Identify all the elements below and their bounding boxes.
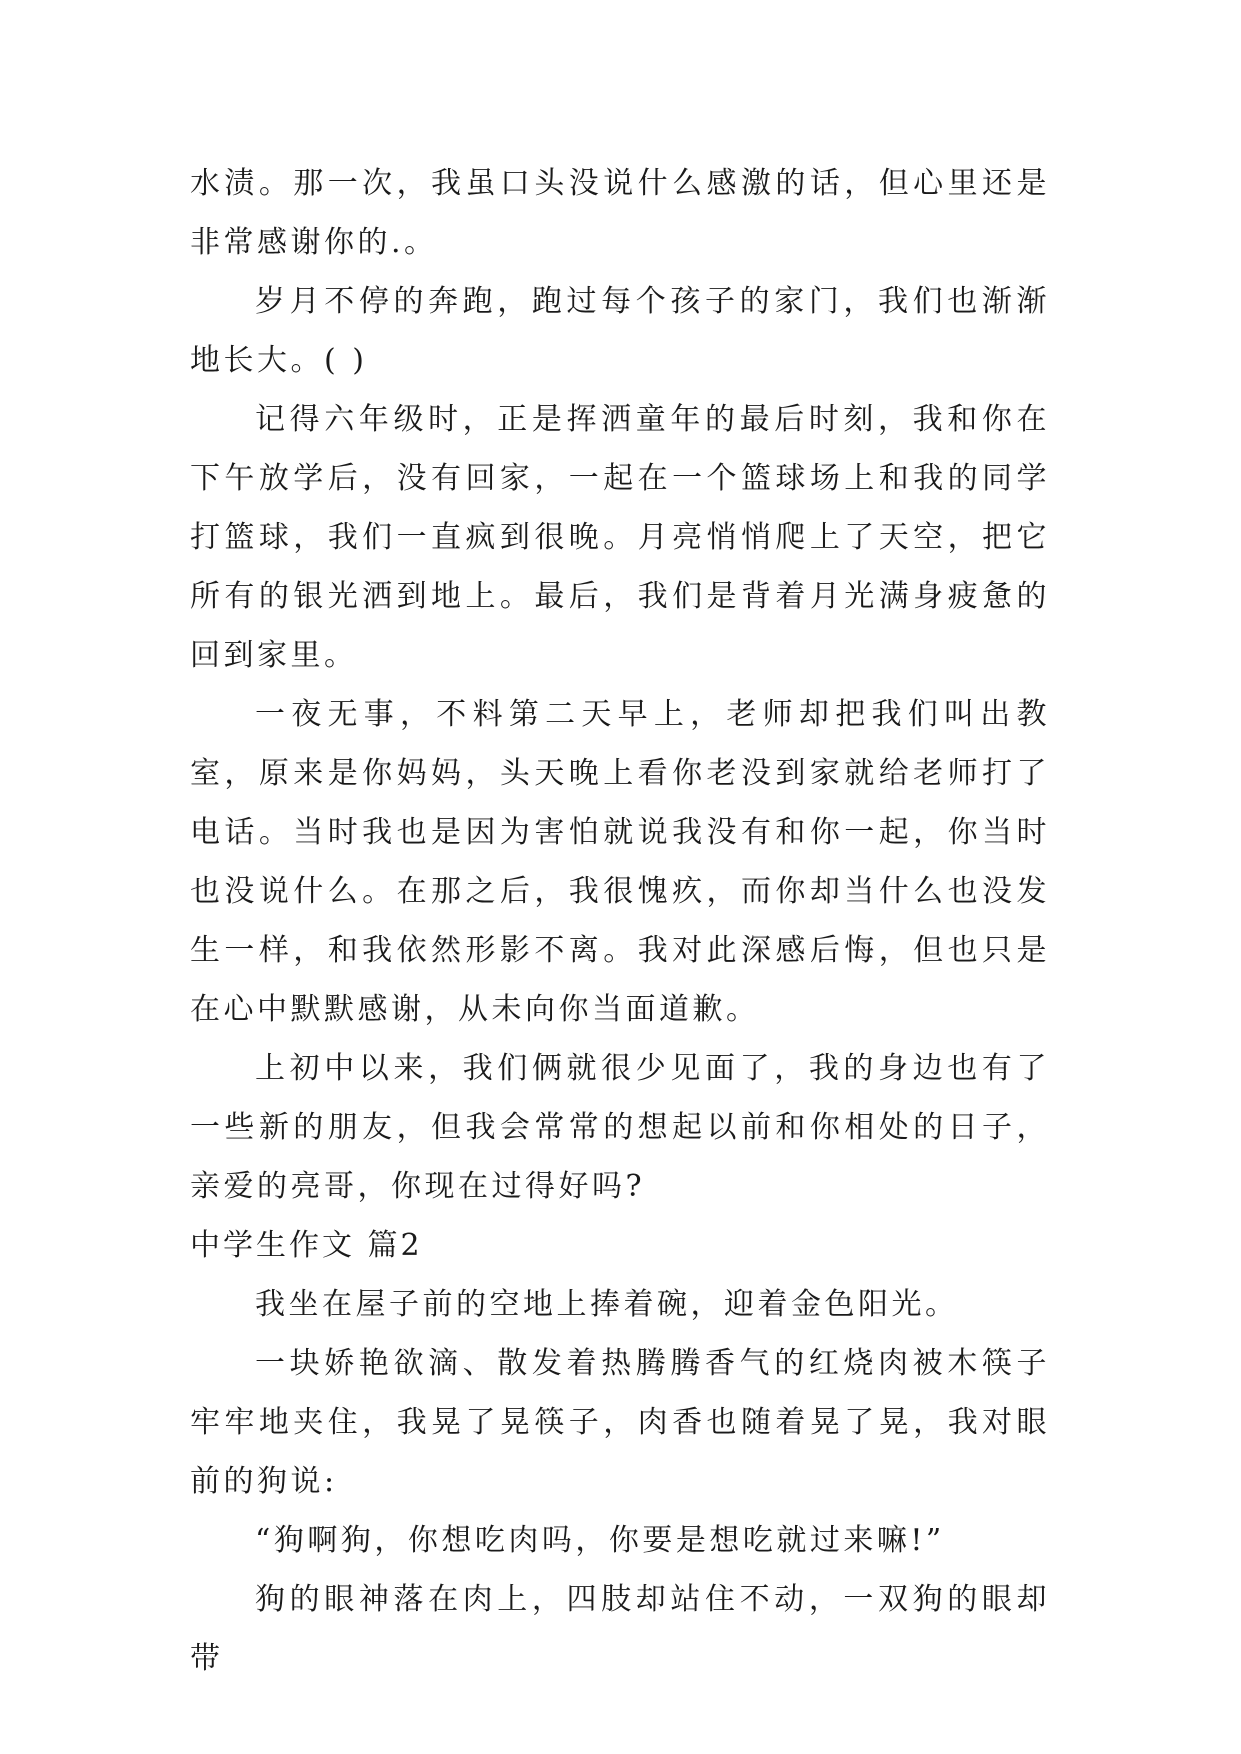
- paragraph: 记得六年级时，正是挥洒童年的最后时刻，我和你在下午放学后，没有回家，一起在一个篮球场上和我的同学打篮球，我们一直疯到很晚。月亮悄悄爬上了天空，把它所有的银光洒到地上。最后，我们是背着月光满身疲惫的回到家里。: [190, 402, 1050, 673]
- paragraph: 一块娇艳欲滴、散发着热腾腾香气的红烧肉被木筷子牢牢地夹住，我晃了晃筷子，肉香也随着晃了晃，我对眼前的狗说:: [190, 1346, 1050, 1499]
- document-body: [190, 154, 1050, 1688]
- paragraph: 岁月不停的奔跑，跑过每个孩子的家门，我们也渐渐地长大。( ): [190, 284, 1050, 378]
- paragraph: 我坐在屋子前的空地上捧着碗，迎着金色阳光。: [255, 1287, 959, 1322]
- paragraph-continued: 水渍。那一次，我虽口头没说什么感激的话，但心里还是非常感谢你的.。: [190, 166, 1050, 260]
- paragraph: 一夜无事，不料第二天早上，老师却把我们叫出教室，原来是你妈妈，头天晚上看你老没到家就给老师打了电话。当时我也是因为害怕就说我没有和你一起，你当时也没说什么。在那之后，我很愧疚，而你却当什么也没发生一样，和我依然形影不离。我对此深感后悔，但也只是在心中默默感谢，从未向你当面道歉。: [190, 697, 1050, 1027]
- paragraph: 狗的眼神落在肉上，四肢却站住不动，一双狗的眼却带: [190, 1582, 1050, 1676]
- section-heading: 中学生作文 篇2: [190, 1228, 423, 1263]
- quote-paragraph: “狗啊狗，你想吃肉吗，你要是想吃就过来嘛!”: [255, 1523, 945, 1558]
- paragraph: 上初中以来，我们俩就很少见面了，我的身边也有了一些新的朋友，但我会常常的想起以前和你相处的日子，亲爱的亮哥，你现在过得好吗?: [190, 1051, 1050, 1204]
